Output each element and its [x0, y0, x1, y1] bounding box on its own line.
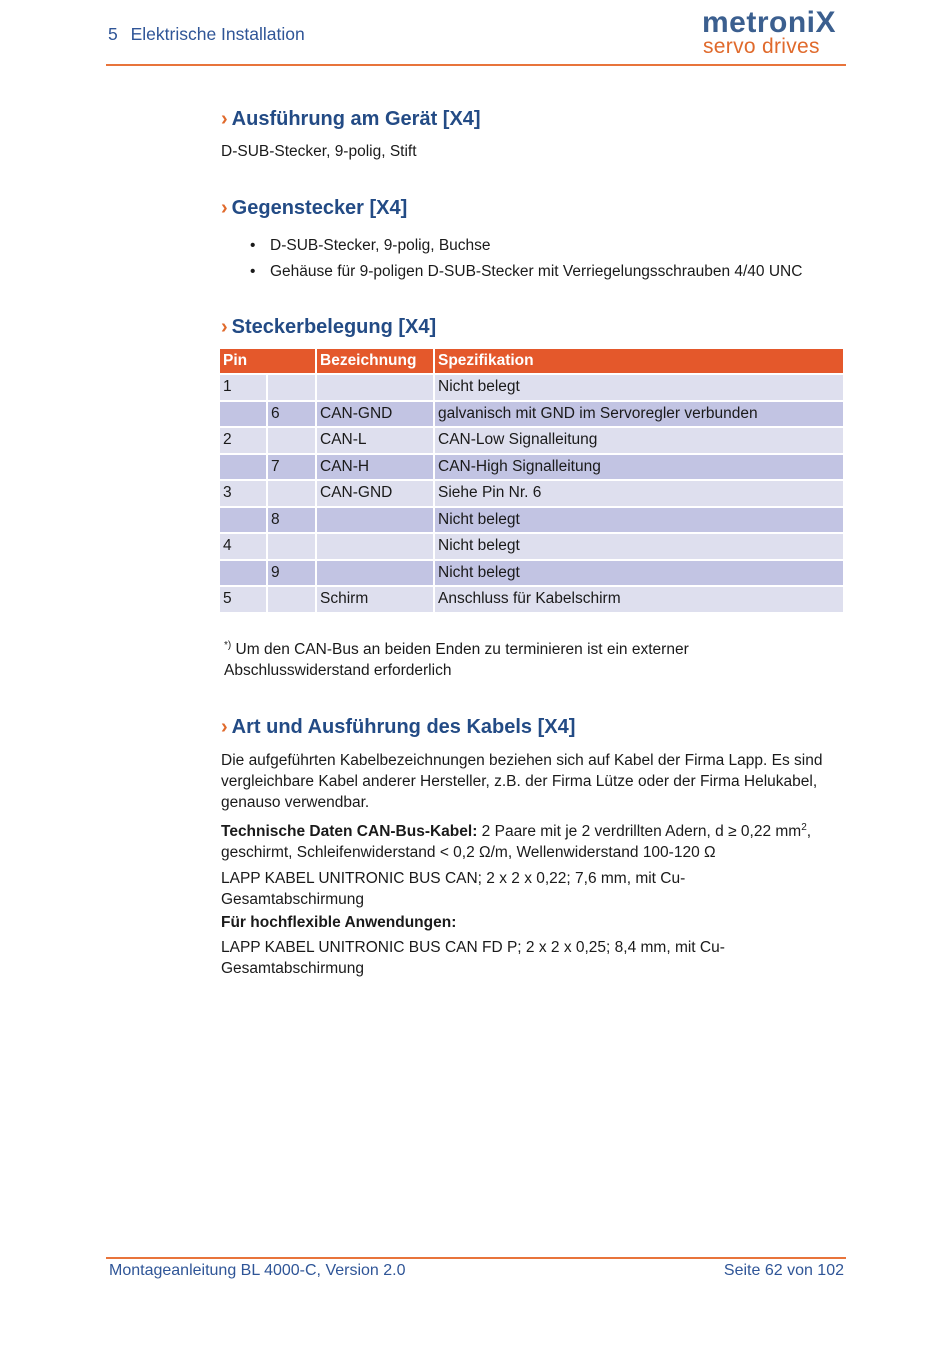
name-cell: CAN-GND	[317, 481, 433, 506]
header-spezifikation: Spezifikation	[435, 349, 843, 373]
pin-cell	[268, 481, 315, 506]
flex-heading: Für hochflexible Anwendungen:	[221, 914, 457, 931]
text-line: Gesamtabschirmung	[221, 960, 365, 977]
footnote-mark: *)	[224, 640, 232, 651]
pin-cell	[268, 587, 315, 612]
footnote-line2: Abschlusswiderstand erforderlich	[224, 662, 452, 680]
spec-cell: CAN-High Signalleitung	[435, 455, 843, 480]
chevron-right-icon: ›	[221, 316, 228, 338]
header-divider	[106, 64, 846, 66]
chevron-right-icon: ›	[221, 716, 228, 738]
text-line: Die aufgeführten Kabelbezeichnungen beziehen sich auf Kabel der Firma Lapp. Es sind	[221, 752, 823, 769]
text-line: Gesamtabschirmung	[221, 891, 365, 908]
pin-cell: 7	[268, 455, 315, 480]
table-row	[220, 375, 843, 400]
pin-assignment-table	[218, 347, 845, 614]
section-title: Ausführung am Gerät [X4]	[231, 108, 481, 130]
superscript: 2	[801, 822, 807, 833]
spec-cell: Anschluss für Kabelschirm	[435, 587, 843, 612]
footer-document-title: Montageanleitung BL 4000-C, Version 2.0	[109, 1262, 406, 1279]
header-bezeichnung: Bezeichnung	[317, 349, 433, 373]
section-title: Art und Ausführung des Kabels [X4]	[231, 716, 576, 738]
table-footnote	[224, 635, 784, 681]
section-heading-gegenstecker	[221, 197, 407, 220]
tech-data-label: Technische Daten CAN-Bus-Kabel:	[221, 823, 478, 841]
spec-cell: Siehe Pin Nr. 6	[435, 481, 843, 506]
gegenstecker-list	[250, 233, 802, 285]
section-title: Steckerbelegung [X4]	[231, 316, 437, 338]
name-cell: CAN-L	[317, 428, 433, 453]
table-row	[220, 402, 843, 427]
spec-cell: galvanisch mit GND im Servoregler verbunden	[435, 402, 843, 427]
table-row	[220, 534, 843, 559]
spec-cell: CAN-Low Signalleitung	[435, 428, 843, 453]
list-item: • D-SUB-Stecker, 9-polig, Buchse	[250, 233, 802, 259]
pin-cell: 5	[220, 587, 266, 612]
name-cell: Schirm	[317, 587, 433, 612]
name-cell: CAN-H	[317, 455, 433, 480]
name-cell: CAN-GND	[317, 402, 433, 427]
tech-data-line2: geschirmt, Schleifenwiderstand < 0,2 Ω/m, Wellenwiderstand 100-120 Ω	[221, 844, 716, 862]
pin-cell	[268, 375, 315, 400]
table-row	[220, 455, 843, 480]
chevron-right-icon: ›	[221, 108, 228, 130]
text-line: LAPP KABEL UNITRONIC BUS CAN; 2 x 2 x 0,22; 7,6 mm, mit Cu-	[221, 870, 686, 887]
lapp-cable-standard	[221, 868, 685, 910]
name-cell	[317, 508, 433, 533]
pin-cell	[268, 428, 315, 453]
section-title: Gegenstecker [X4]	[231, 197, 408, 219]
list-item: • Gehäuse für 9-poligen D-SUB-Stecker mit Verriegelungsschrauben 4/40 UNC	[250, 259, 802, 285]
metronix-logo	[702, 6, 844, 58]
chevron-right-icon: ›	[221, 197, 228, 219]
section-heading-steckerbelegung	[221, 316, 436, 339]
cable-intro-paragraph	[221, 750, 822, 813]
table-row	[220, 587, 843, 612]
name-cell	[317, 534, 433, 559]
chapter-header	[108, 24, 305, 45]
tech-data-paragraph	[221, 817, 811, 863]
tech-data-text: 2 Paare mit je 2 verdrillten Adern, d ≥ 0,22 mm	[477, 823, 802, 841]
text-line: genauso verwendbar.	[221, 794, 370, 811]
table-row	[220, 481, 843, 506]
table-row	[220, 508, 843, 533]
pin-cell	[268, 534, 315, 559]
pin-cell: 4	[220, 534, 266, 559]
spec-cell: Nicht belegt	[435, 561, 843, 586]
chapter-title: Elektrische Installation	[130, 24, 305, 44]
chapter-number: 5	[108, 24, 118, 44]
pin-cell	[220, 508, 266, 533]
text-line: vergleichbare Kabel anderer Hersteller, z.B. der Firma Lütze oder der Firma Helukabel,	[221, 773, 818, 790]
table-row	[220, 428, 843, 453]
lapp-cable-flex	[221, 937, 725, 979]
name-cell	[317, 561, 433, 586]
footer-divider	[106, 1257, 846, 1259]
pin-cell: 2	[220, 428, 266, 453]
table-header-row	[220, 349, 843, 373]
spec-cell: Nicht belegt	[435, 375, 843, 400]
text-punct: ,	[806, 823, 812, 841]
footnote-line1: Um den CAN-Bus an beiden Enden zu terminieren ist ein externer	[235, 641, 689, 659]
pin-cell: 3	[220, 481, 266, 506]
footer-page-number: Seite 62 von 102	[723, 1262, 844, 1279]
pin-cell	[220, 402, 266, 427]
logo-tagline: servo drives	[703, 35, 820, 58]
pin-cell	[220, 561, 266, 586]
section-heading-ausfuehrung	[221, 108, 481, 131]
pin-cell: 8	[268, 508, 315, 533]
name-cell	[317, 375, 433, 400]
logo-wordmark: metroniX	[702, 6, 837, 39]
pin-cell: 6	[268, 402, 315, 427]
pin-cell	[220, 455, 266, 480]
section-heading-kabel	[221, 716, 575, 739]
table-row	[220, 561, 843, 586]
pin-cell: 9	[268, 561, 315, 586]
header-pin: Pin	[220, 349, 315, 373]
paragraph-stecker: D-SUB-Stecker, 9-polig, Stift	[221, 143, 417, 160]
text-line: LAPP KABEL UNITRONIC BUS CAN FD P; 2 x 2 x 0,25; 8,4 mm, mit Cu-	[221, 939, 725, 956]
spec-cell: Nicht belegt	[435, 534, 843, 559]
pin-cell: 1	[220, 375, 266, 400]
spec-cell: Nicht belegt	[435, 508, 843, 533]
